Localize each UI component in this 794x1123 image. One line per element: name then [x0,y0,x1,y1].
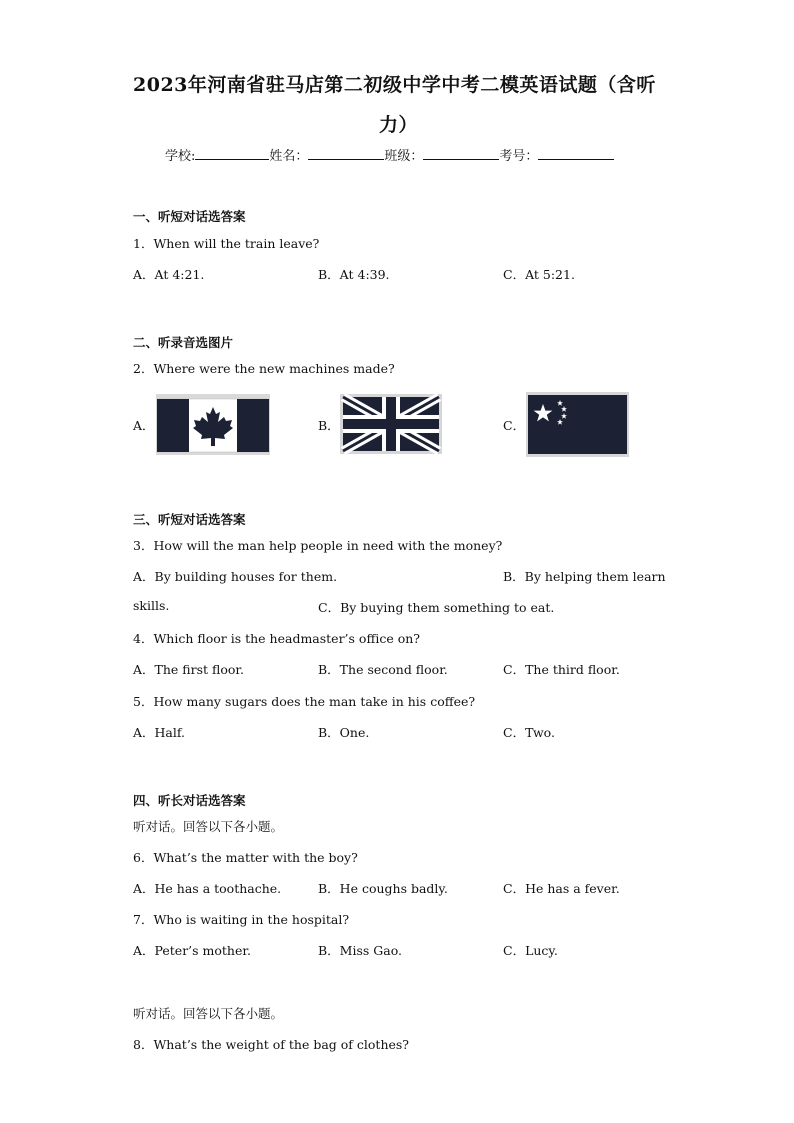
listening-instruction-1: 听对话。回答以下各小题。 [133,819,284,834]
page-title: 2023年河南省驻马店第二初级中学中考二模英语试题（含听 [133,74,656,96]
q2-option-a[interactable]: A． [133,418,155,433]
q3-option-c[interactable]: C．By buying them something to eat. [318,600,555,615]
q2-option-b[interactable]: B． [318,418,340,433]
china-flag-icon[interactable] [526,392,629,457]
question-1: 1．When will the train leave? [133,236,320,251]
q7-option-a[interactable]: A．Peter’s mother. [133,943,251,958]
q6-option-c[interactable]: C．He has a fever. [503,881,620,896]
section-heading-3: 三、听短对话选答案 [133,512,246,527]
name-field[interactable] [308,147,384,160]
page-title-cont: 力） [379,114,419,136]
q4-option-a[interactable]: A．The first floor. [133,662,244,677]
q7-option-c[interactable]: C．Lucy. [503,943,558,958]
question-7: 7．Who is waiting in the hospital? [133,912,350,927]
q6-option-a[interactable]: A．He has a toothache. [133,881,282,896]
q5-option-a[interactable]: A．Half. [133,725,186,740]
school-label: 学校: [165,149,196,164]
question-6: 6．What’s the matter with the boy? [133,850,358,865]
question-5: 5．How many sugars does the man take in his coffee? [133,694,476,709]
q6-option-b[interactable]: B．He coughs badly. [318,881,448,896]
class-field[interactable] [423,147,499,160]
name-label: 姓名： [269,149,309,164]
question-3: 3．How will the man help people in need with the money? [133,538,503,553]
q1-option-c[interactable]: C．At 5:21. [503,267,575,282]
q1-option-b[interactable]: B．At 4:39. [318,267,390,282]
listening-instruction-2: 听对话。回答以下各小题。 [133,1006,284,1021]
uk-flag-icon[interactable] [340,394,442,454]
section-heading-4: 四、听长对话选答案 [133,793,246,808]
exam-no-label: 考号： [499,149,539,164]
q2-option-c[interactable]: C． [503,418,526,433]
section-heading-1: 一、听短对话选答案 [133,209,246,224]
q4-option-c[interactable]: C．The third floor. [503,662,620,677]
q4-option-b[interactable]: B．The second floor. [318,662,448,677]
student-info-line [165,145,614,164]
school-field[interactable] [195,147,269,160]
section-heading-2: 二、听录音选图片 [133,335,234,350]
q7-option-b[interactable]: B．Miss Gao. [318,943,403,958]
q3-option-a[interactable]: A．By building houses for them. [133,569,338,584]
exam-no-field[interactable] [538,147,614,160]
q1-option-a[interactable]: A．At 4:21. [133,267,205,282]
question-2: 2．Where were the new machines made? [133,361,395,376]
q3-option-b[interactable]: B．By helping them learn [503,569,666,584]
q3-option-b-cont: skills. [133,598,170,613]
q5-option-b[interactable]: B．One. [318,725,370,740]
canada-flag-icon[interactable] [156,394,270,455]
class-label: 班级： [384,149,424,164]
q5-option-c[interactable]: C．Two. [503,725,555,740]
question-8: 8．What’s the weight of the bag of clothes? [133,1037,410,1052]
question-4: 4．Which floor is the headmaster’s office on? [133,631,420,646]
